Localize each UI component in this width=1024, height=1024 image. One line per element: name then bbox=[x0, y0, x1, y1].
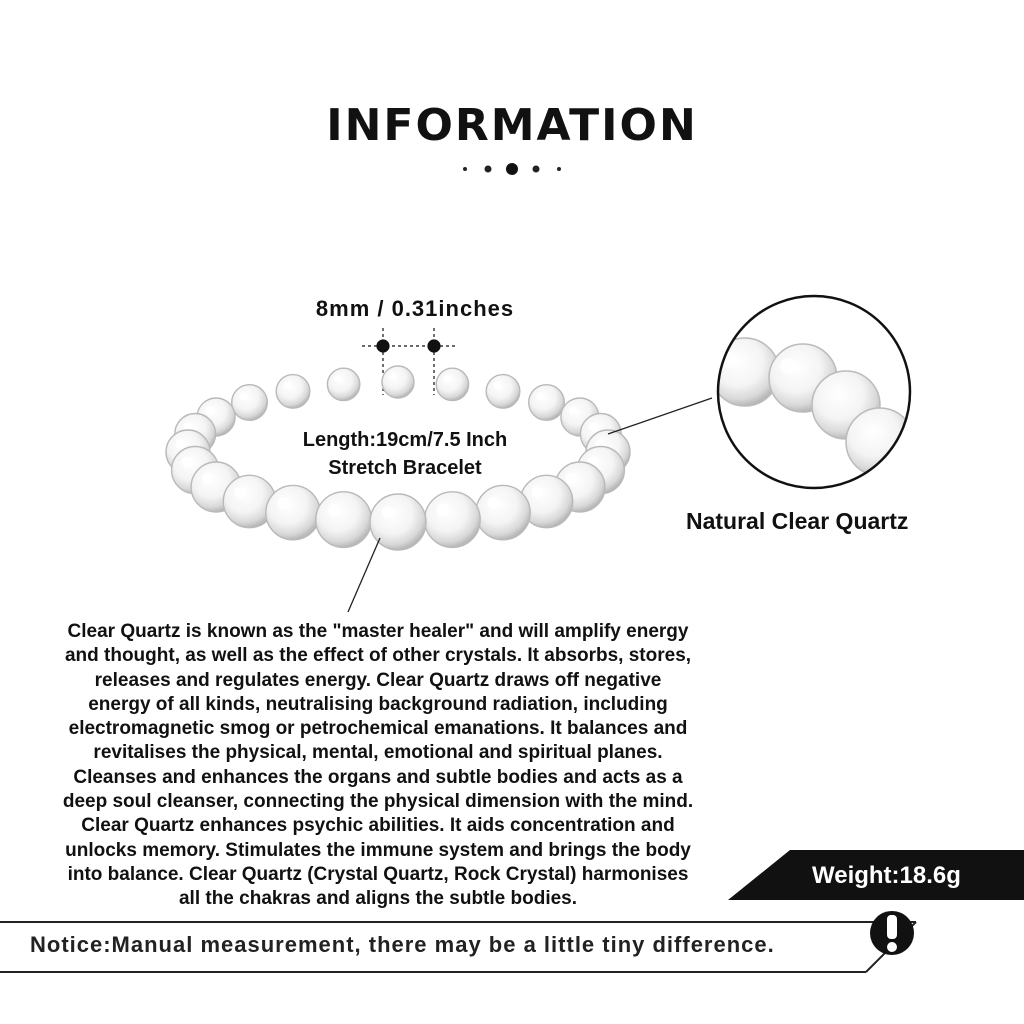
description-line: Clear Quartz enhances psychic abilities. It aids concentration and bbox=[81, 815, 675, 837]
description-line: unlocks memory. Stimulates the immune system and brings the body bbox=[65, 839, 691, 861]
title-divider-dots bbox=[463, 163, 561, 175]
exclamation-icon bbox=[870, 911, 914, 955]
description-line: and thought, as well as the effect of other crystals. It absorbs, stores, bbox=[64, 645, 692, 667]
zoom-circle bbox=[700, 280, 930, 510]
description-line: electromagnetic smog or petrochemical emanations. It balances and bbox=[68, 718, 688, 740]
quartz-bead bbox=[436, 368, 468, 400]
description-line: releases and regulates energy. Clear Quartz draws off negative bbox=[94, 669, 662, 691]
bead-highlight bbox=[283, 382, 290, 389]
bead-highlight bbox=[235, 487, 247, 499]
bead-highlight bbox=[488, 497, 500, 509]
quartz-bead bbox=[382, 366, 414, 398]
notice-text: Notice:Manual measurement, there may be a little tiny difference. bbox=[30, 932, 775, 957]
bead-highlight bbox=[443, 375, 450, 382]
bead-highlight bbox=[202, 473, 213, 484]
bracelet-type-label: Stretch Bracelet bbox=[328, 457, 482, 479]
bead-size-label: 8mm / 0.31inches bbox=[315, 296, 515, 321]
bead-highlight bbox=[205, 406, 213, 414]
bead-highlight bbox=[566, 473, 577, 484]
bead-highlight bbox=[334, 375, 341, 382]
bead-highlight bbox=[532, 487, 544, 499]
description-line: revitalises the physical, mental, emotional and spiritual planes. bbox=[93, 742, 663, 764]
description-line: energy of all kinds, neutralising background radiation, including bbox=[88, 693, 668, 715]
bead-highlight bbox=[437, 504, 449, 516]
bead-highlight bbox=[382, 506, 394, 518]
bead-highlight bbox=[239, 392, 247, 400]
quartz-bead bbox=[476, 485, 530, 539]
description-line: Cleanses and enhances the organs and subtle bodies and acts as a bbox=[73, 766, 683, 788]
description-leader-line bbox=[348, 538, 380, 612]
bracelet-length-label: Length:19cm/7.5 Inch bbox=[302, 429, 508, 451]
bead-highlight bbox=[589, 422, 598, 431]
quartz-bead bbox=[425, 492, 481, 548]
bead-highlight bbox=[176, 440, 186, 450]
quartz-bead bbox=[266, 485, 320, 539]
description-line: into balance. Clear Quartz (Crystal Quartz, Rock Crystal) harmonises bbox=[67, 863, 689, 885]
bead-highlight bbox=[278, 497, 290, 509]
description-line: deep soul cleanser, connecting the physical dimension with the mind. bbox=[62, 791, 694, 813]
bead-highlight bbox=[328, 504, 340, 516]
bead-highlight bbox=[389, 373, 396, 380]
description-line: all the chakras and aligns the subtle bodies. bbox=[178, 888, 578, 910]
description-line: Clear Quartz is known as the "master healer" and will amplify energy bbox=[67, 621, 689, 642]
quartz-bead bbox=[276, 375, 310, 409]
bead-highlight bbox=[493, 382, 500, 389]
bracelet-spec-label bbox=[270, 426, 540, 482]
weight-label: Weight:18.6g bbox=[812, 862, 961, 889]
quartz-bead bbox=[529, 385, 565, 421]
zoom-caption: Natural Clear Quartz bbox=[686, 508, 909, 534]
bead-highlight bbox=[536, 392, 544, 400]
bead-highlight bbox=[569, 406, 577, 414]
quartz-bead bbox=[232, 385, 268, 421]
quartz-bead bbox=[486, 375, 520, 409]
quartz-bead bbox=[316, 492, 372, 548]
bead-highlight bbox=[182, 457, 192, 467]
description-text bbox=[22, 620, 734, 912]
page-title: INFORMATION bbox=[326, 100, 698, 151]
zoom-leader-line bbox=[608, 398, 712, 434]
quartz-bead bbox=[327, 368, 359, 400]
